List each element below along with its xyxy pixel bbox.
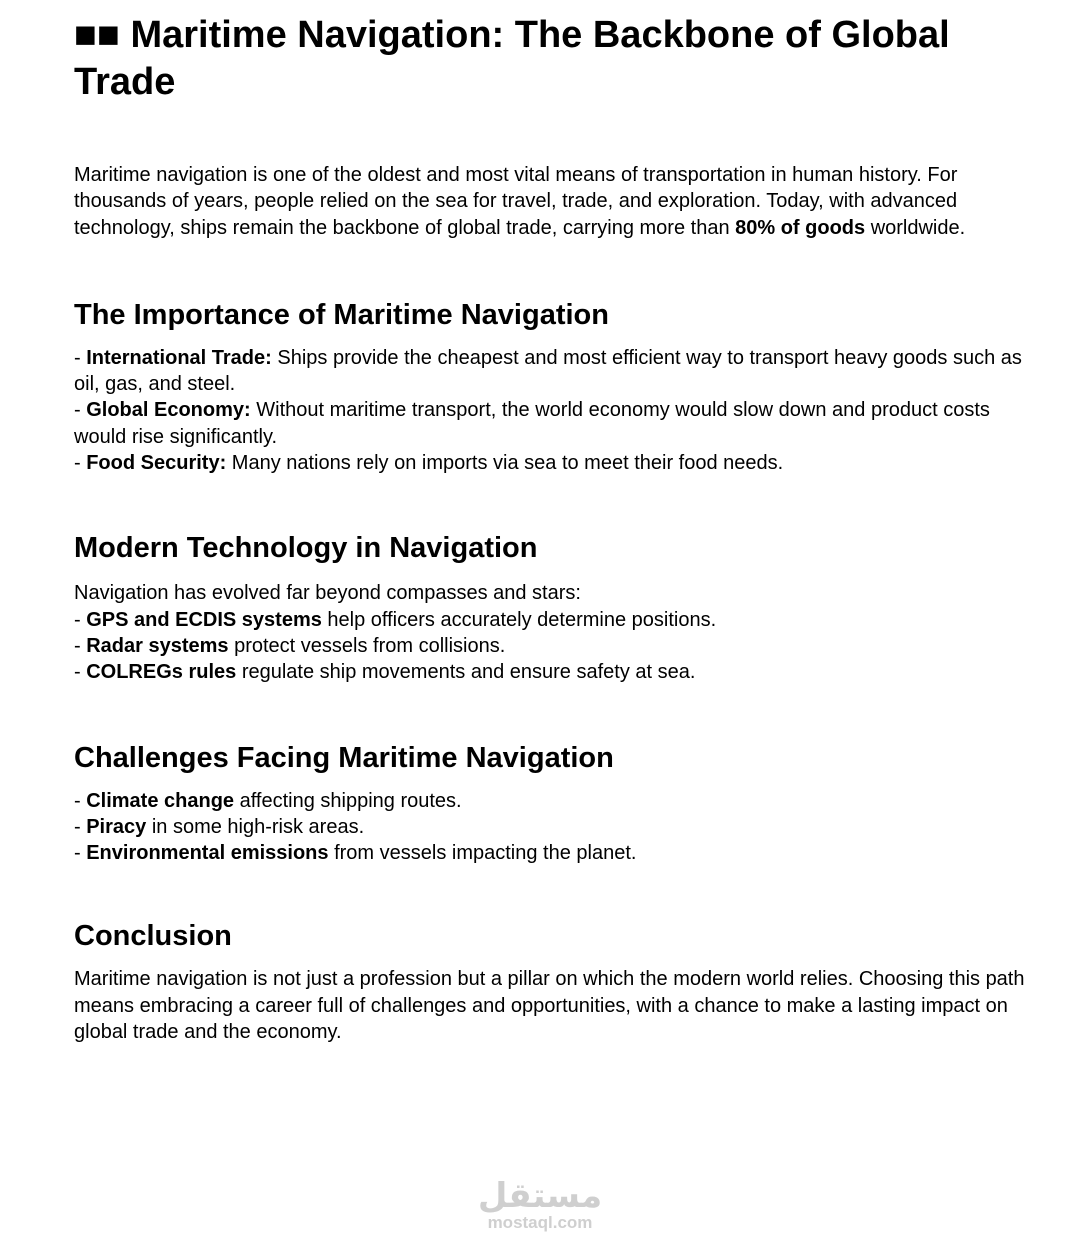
modern-list bbox=[74, 580, 1044, 685]
list-item-text: help officers accurately determine positions. bbox=[321, 608, 717, 631]
list-item-prefix: - bbox=[74, 842, 87, 865]
list-item-prefix: - bbox=[74, 789, 87, 812]
list-item bbox=[74, 840, 1044, 866]
list-item-text: Many nations rely on imports via sea to meet their food needs. bbox=[226, 452, 784, 475]
section-heading-modern-technology: Modern Technology in Navigation bbox=[74, 532, 538, 565]
modern-lead: Navigation has evolved far beyond compasses and stars: bbox=[74, 582, 581, 605]
list-item-prefix: - bbox=[74, 346, 87, 369]
section-importance bbox=[74, 297, 1044, 476]
list-item bbox=[74, 659, 1044, 685]
list-item-prefix: - bbox=[74, 608, 87, 631]
list-item bbox=[74, 814, 1044, 840]
section-heading-conclusion: Conclusion bbox=[74, 920, 232, 953]
list-item-bold: Piracy bbox=[86, 815, 147, 838]
list-item bbox=[74, 788, 1044, 814]
section-heading-importance: The Importance of Maritime Navigation bbox=[74, 298, 609, 331]
list-item-bold: Environmental emissions bbox=[86, 842, 329, 865]
page-title: ■■ Maritime Navigation: The Backbone of Global Trade bbox=[74, 14, 950, 103]
intro-bold-stat: 80% of goods bbox=[735, 216, 866, 239]
list-item-text: regulate ship movements and ensure safety at sea. bbox=[236, 661, 696, 684]
list-item-prefix: - bbox=[74, 452, 87, 475]
list-item bbox=[74, 345, 1044, 398]
list-item bbox=[74, 607, 1044, 633]
document-page bbox=[74, 0, 1044, 1045]
section-conclusion bbox=[74, 918, 1044, 1045]
list-item-bold: Food Security: bbox=[86, 452, 227, 475]
list-item bbox=[74, 450, 1044, 476]
intro-text-before: Maritime navigation is one of the oldest and most vital means of transportation in human history. For thousands of years, people relied on the sea for travel, trade, and exploration. Today, with advanced technology, ships remain the backbone of global trade, carrying more than bbox=[74, 164, 958, 239]
list-item-bold: Global Economy: bbox=[86, 399, 251, 422]
section-modern-technology bbox=[74, 530, 1044, 685]
section-challenges bbox=[74, 740, 1044, 867]
list-item-prefix: - bbox=[74, 661, 87, 684]
list-item-bold: Climate change bbox=[86, 789, 235, 812]
list-item-prefix: - bbox=[74, 399, 87, 422]
list-item-prefix: - bbox=[74, 634, 87, 657]
list-item-text: affecting shipping routes. bbox=[234, 789, 462, 812]
watermark-domain: mostaql.com bbox=[487, 1213, 593, 1232]
list-item-bold: GPS and ECDIS systems bbox=[86, 608, 322, 631]
list-item-text: from vessels impacting the planet. bbox=[328, 842, 637, 865]
list-item-bold: Radar systems bbox=[86, 634, 229, 657]
list-item bbox=[74, 633, 1044, 659]
list-item-text: Ships provide the cheapest and most efficient way to transport heavy goods such as oil, gas, and steel. bbox=[74, 346, 1022, 396]
list-item-bold: International Trade: bbox=[86, 346, 272, 369]
conclusion-body bbox=[74, 966, 1044, 1045]
list-item-prefix: - bbox=[74, 815, 87, 838]
importance-list bbox=[74, 345, 1044, 476]
list-item bbox=[74, 397, 1044, 450]
conclusion-paragraph: Maritime navigation is not just a profession but a pillar on which the modern world relies. Choosing this path means embracing a career full of challenges and opportunities, with a chance to make a lasting impact on global trade and the economy. bbox=[74, 968, 1025, 1044]
section-heading-challenges: Challenges Facing Maritime Navigation bbox=[74, 741, 614, 774]
list-item-text: protect vessels from collisions. bbox=[228, 634, 506, 657]
watermark bbox=[470, 1178, 610, 1232]
intro-paragraph bbox=[74, 162, 1044, 241]
challenges-list bbox=[74, 788, 1044, 867]
list-item-text: Without maritime transport, the world economy would slow down and product costs would rise significantly. bbox=[74, 399, 990, 448]
watermark-logo: مستقل bbox=[477, 1176, 603, 1216]
intro-text-after: worldwide. bbox=[865, 216, 966, 239]
list-item-bold: COLREGs rules bbox=[86, 661, 237, 684]
list-item-text: in some high-risk areas. bbox=[146, 815, 365, 838]
